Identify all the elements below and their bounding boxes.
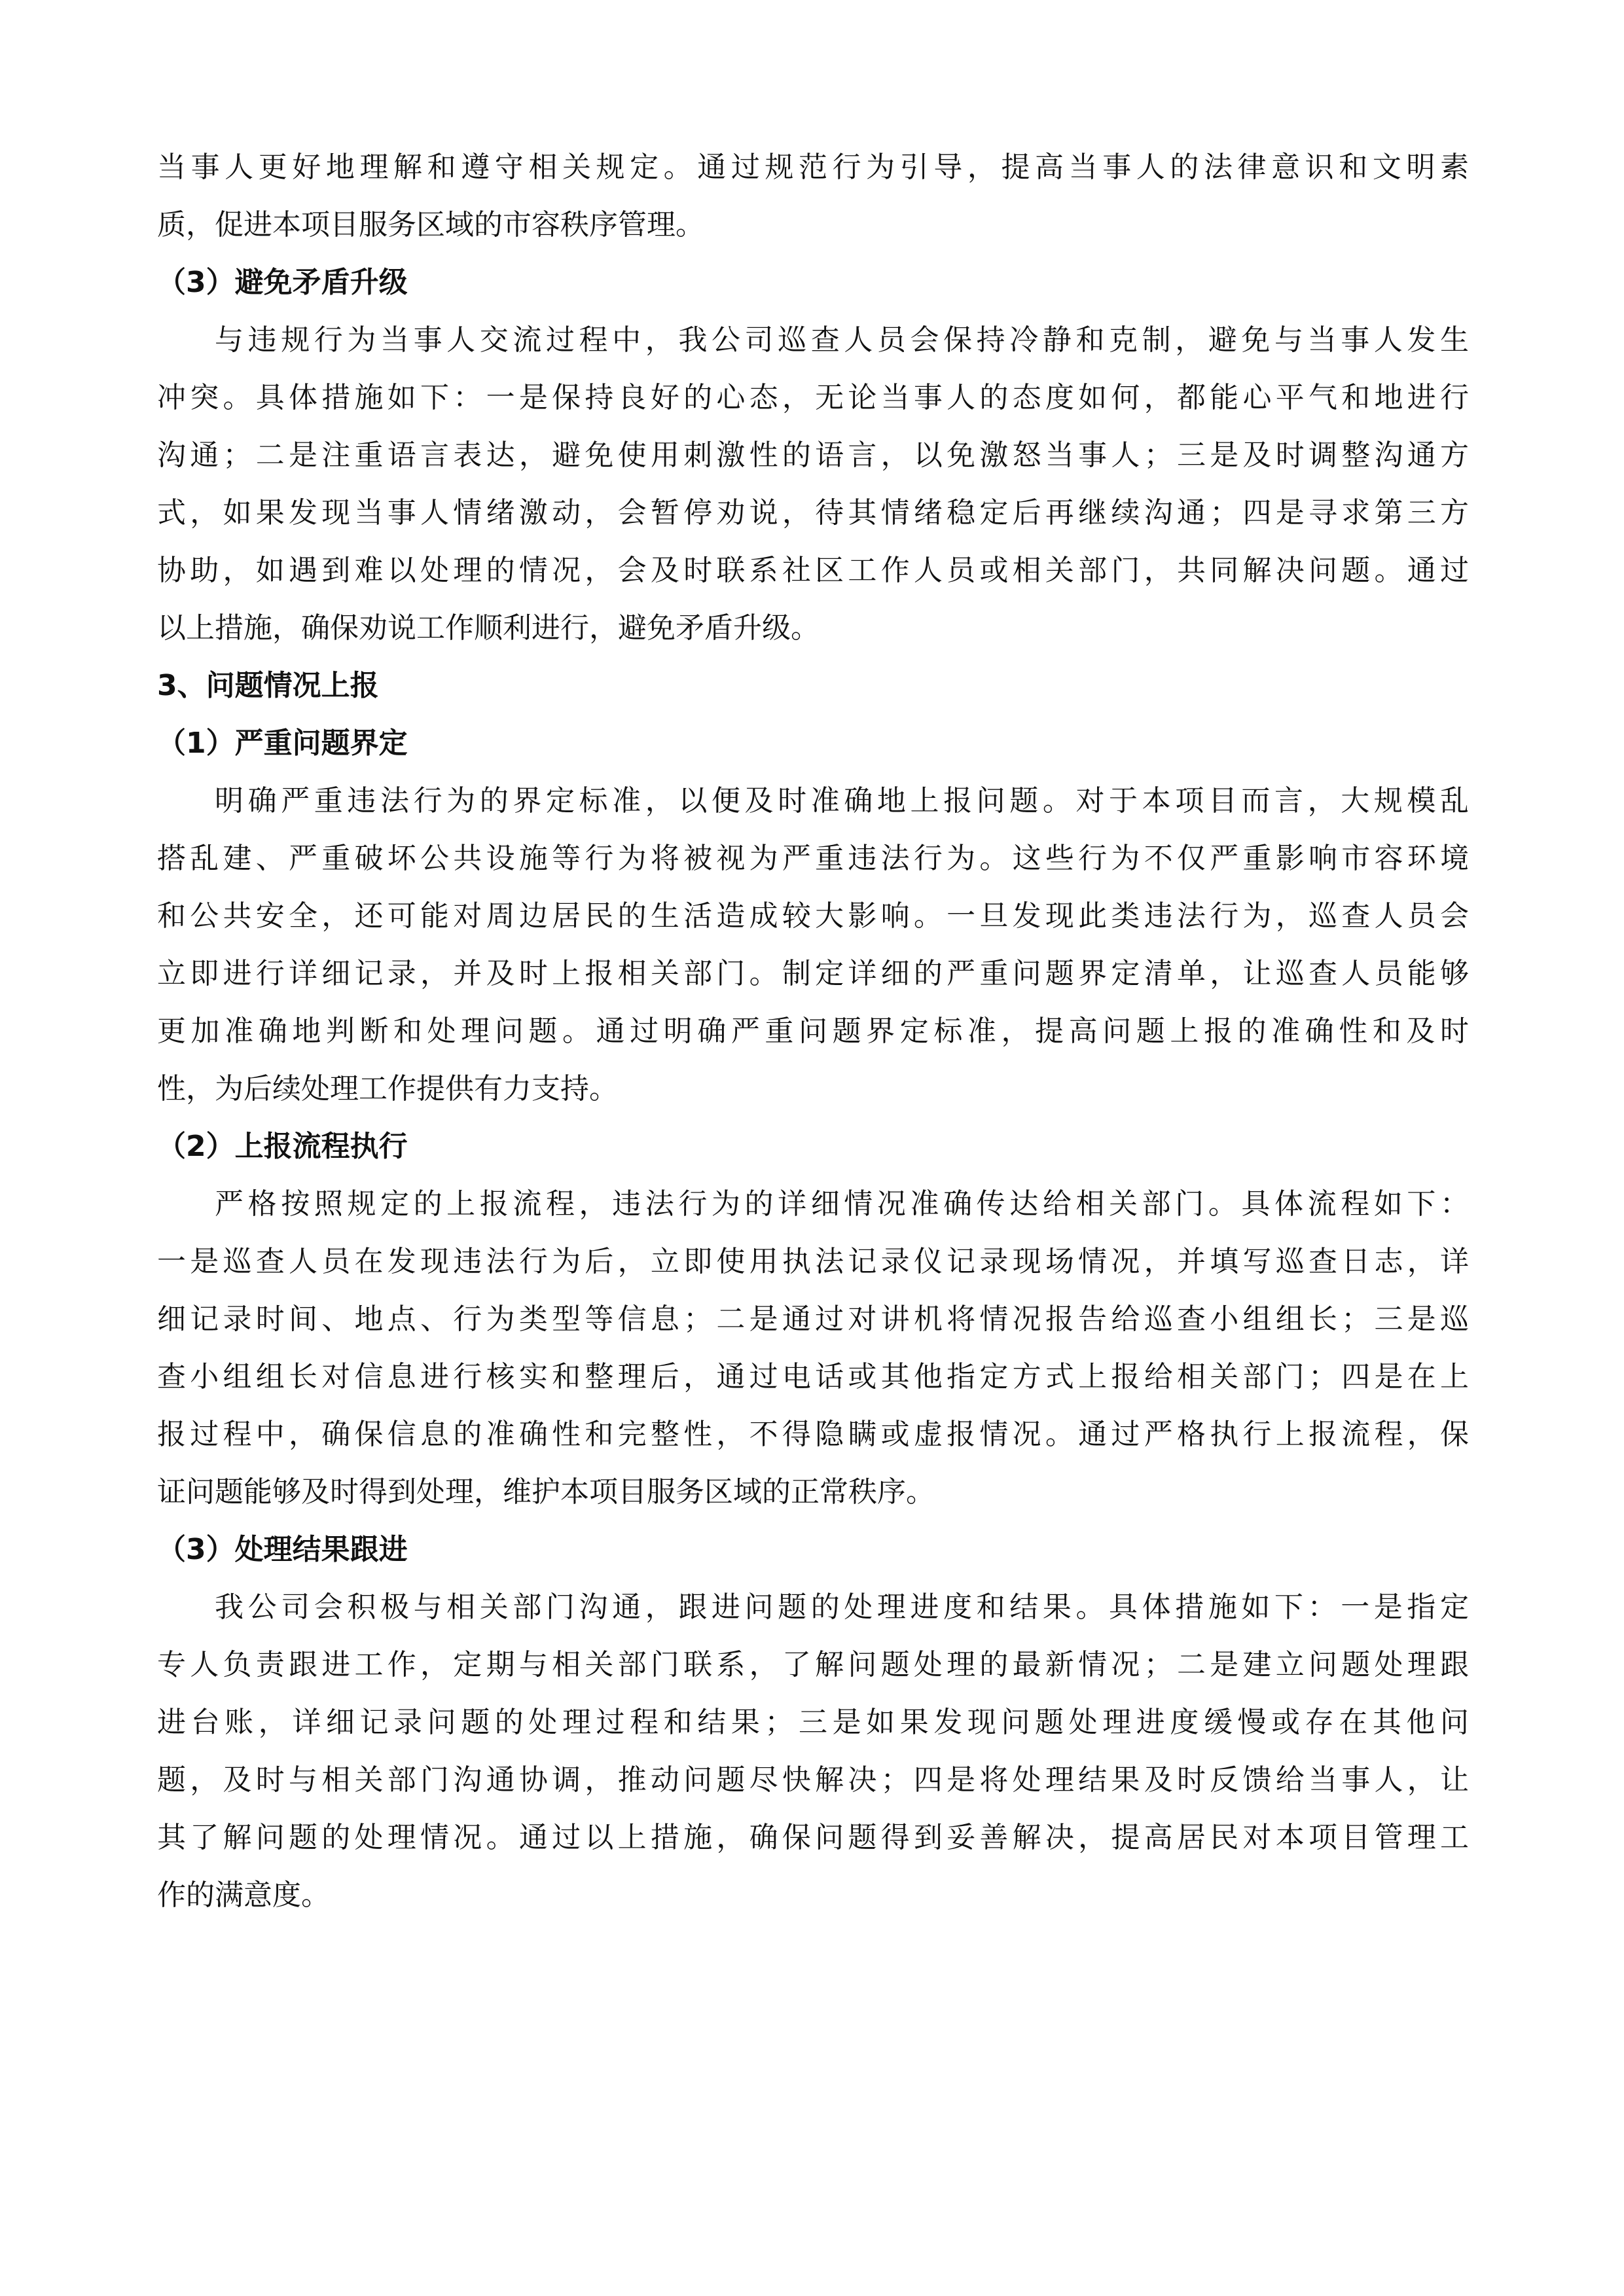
paragraph-line: 当事人更好地理解和遵守相关规定。通过规范行为引导，提高当事人的法律意识和文明素 bbox=[157, 151, 1469, 184]
heading-serious-problem-definition: （1）严重问题界定 bbox=[157, 726, 408, 760]
paragraph-line: 沟通；二是注重语言表达，避免使用刺激性的语言，以免激怒当事人；三是及时调整沟通方 bbox=[157, 439, 1469, 472]
paragraph-line: 协助，如遇到难以处理的情况，会及时联系社区工作人员或相关部门，共同解决问题。通过 bbox=[157, 554, 1469, 587]
paragraph-line: 报过程中，确保信息的准确性和完整性，不得隐瞒或虚报情况。通过严格执行上报流程，保 bbox=[157, 1418, 1469, 1451]
paragraph-line: 质，促进本项目服务区域的市容秩序管理。 bbox=[157, 208, 704, 242]
paragraph-line: 我公司会积极与相关部门沟通，跟进问题的处理进度和结果。具体措施如下：一是指定 bbox=[215, 1590, 1469, 1624]
document-page bbox=[157, 139, 1469, 1924]
paragraph-line: 进台账，详细记录问题的处理过程和结果；三是如果发现问题处理进度缓慢或存在其他问 bbox=[157, 1706, 1469, 1739]
paragraph-line: 一是巡查人员在发现违法行为后，立即使用执法记录仪记录现场情况，并填写巡查日志，详 bbox=[157, 1245, 1469, 1278]
paragraph-line: 更加准确地判断和处理问题。通过明确严重问题界定标准，提高问题上报的准确性和及时 bbox=[157, 1014, 1469, 1048]
paragraph-line: 以上措施，确保劝说工作顺利进行，避免矛盾升级。 bbox=[157, 611, 820, 645]
paragraph-line: 题，及时与相关部门沟通协调，推动问题尽快解决；四是将处理结果及时反馈给当事人，让 bbox=[157, 1763, 1469, 1797]
paragraph-report-process bbox=[157, 1175, 1469, 1521]
paragraph-line: 性，为后续处理工作提供有力支持。 bbox=[157, 1072, 618, 1105]
paragraph-intro-continued bbox=[157, 139, 1469, 254]
paragraph-line: 查小组组长对信息进行核实和整理后，通过电话或其他指定方式上报给相关部门；四是在上 bbox=[157, 1360, 1469, 1393]
paragraph-line: 冲突。具体措施如下：一是保持良好的心态，无论当事人的态度如何，都能心平气和地进行 bbox=[157, 381, 1469, 414]
paragraph-line: 明确严重违法行为的界定标准，以便及时准确地上报问题。对于本项目而言，大规模乱 bbox=[215, 784, 1469, 817]
paragraph-line: 作的满意度。 bbox=[157, 1878, 330, 1912]
paragraph-line: 证问题能够及时得到处理，维护本项目服务区域的正常秩序。 bbox=[157, 1475, 935, 1509]
paragraph-line: 严格按照规定的上报流程，违法行为的详细情况准确传达给相关部门。具体流程如下： bbox=[215, 1187, 1469, 1221]
heading-result-followup: （3）处理结果跟进 bbox=[157, 1533, 408, 1566]
paragraph-line: 式，如果发现当事人情绪激动，会暂停劝说，待其情绪稳定后再继续沟通；四是寻求第三方 bbox=[157, 496, 1469, 529]
paragraph-line: 搭乱建、严重破坏公共设施等行为将被视为严重违法行为。这些行为不仅严重影响市容环境 bbox=[157, 842, 1469, 875]
paragraph-line: 细记录时间、地点、行为类型等信息；二是通过对讲机将情况报告给巡查小组组长；三是巡 bbox=[157, 1302, 1469, 1336]
paragraph-line: 其了解问题的处理情况。通过以上措施，确保问题得到妥善解决，提高居民对本项目管理工 bbox=[157, 1821, 1469, 1854]
heading-report-process: （2）上报流程执行 bbox=[157, 1130, 408, 1163]
paragraph-serious-problem-definition bbox=[157, 772, 1469, 1118]
heading-avoid-conflict: （3）避免矛盾升级 bbox=[157, 266, 408, 299]
paragraph-line: 与违规行为当事人交流过程中，我公司巡查人员会保持冷静和克制，避免与当事人发生 bbox=[215, 323, 1469, 357]
paragraph-result-followup bbox=[157, 1579, 1469, 1924]
paragraph-avoid-conflict bbox=[157, 312, 1469, 657]
paragraph-line: 和公共安全，还可能对周边居民的生活造成较大影响。一旦发现此类违法行为，巡查人员会 bbox=[157, 899, 1469, 933]
paragraph-line: 专人负责跟进工作，定期与相关部门联系，了解问题处理的最新情况；二是建立问题处理跟 bbox=[157, 1648, 1469, 1681]
paragraph-line: 立即进行详细记录，并及时上报相关部门。制定详细的严重问题界定清单，让巡查人员能够 bbox=[157, 957, 1469, 990]
heading-problem-report: 3、问题情况上报 bbox=[157, 669, 379, 702]
